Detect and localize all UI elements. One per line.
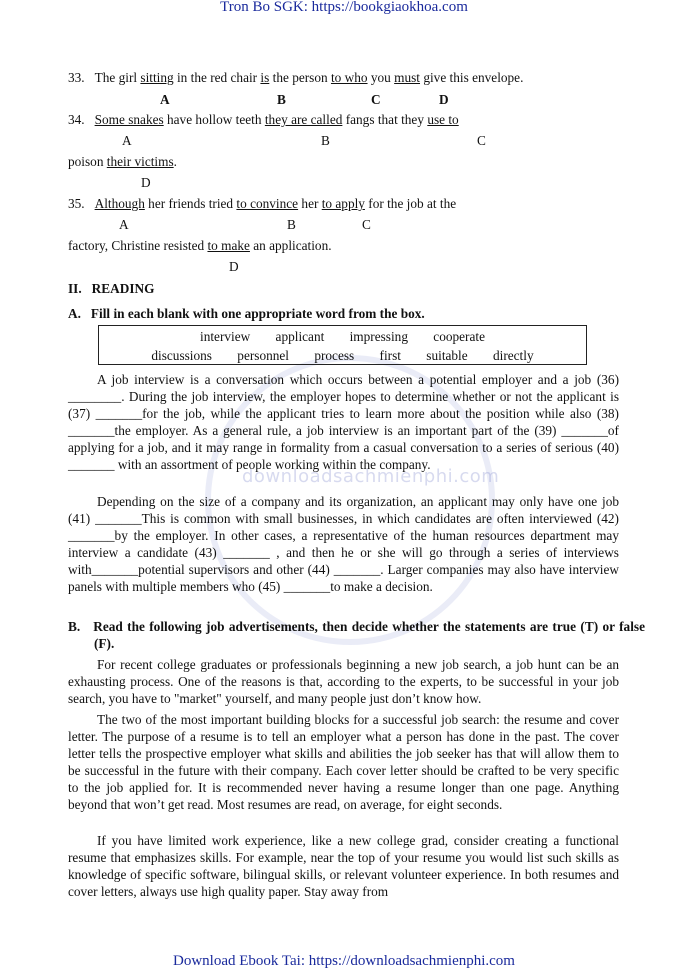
question-35: 35. Although her friends tried to convince her to apply for the job at the [68,196,457,211]
word-item: impressing [349,329,408,344]
word-item: personnel [237,348,289,363]
part-a-heading [68,305,425,322]
option-b-label: B [321,133,330,148]
passage-paragraph: A job interview is a conversation which occurs between a potential employer and a job (36) ________. During the job interview, the employer hopes to determine whether or not the applicant is (37) _______for the job, while the applicant tries to learn more about the position while also (38) _______the employer. As a general rule, a job interview is an important part of the (39) _______of applying for a job, and it may range in formality from a casual conversation to a series of serious (40) _______ with an assortment of people working within the company. [68,372,619,472]
watermark-text: downloadsachmienphi.com [242,466,500,487]
option-a-label: A [122,133,132,148]
option-b-text: they are called [264,112,343,127]
passage-paragraph: Depending on the size of a company and its organization, an applicant may only have one job (41) _______This is common with small businesses, in which candidates are often interviewed (42) _______by the employer. In other cases, a representative of the human resources department may interview a candidate (43) _______ , and then he or she will go through a series of interviews with_______potential supervisors and other (44) _______. Larger companies may also have interview panels with multiple members who (45) _______to make a decision. [68,494,619,594]
question-number: 35. [68,196,85,211]
passage-paragraph: If you have limited work experience, like a new college grad, consider creating a functional resume that emphasizes skills. For example, near the top of your resume you would list such skills as knowledge of specific software, bilingual skills, or relevant volunteer experience. In both resumes and cover letters, always use high quality paper. Stay away from [68,833,619,899]
option-d-label: D [439,92,449,107]
section-heading [68,280,154,297]
option-d-text: their victims [106,154,174,169]
part-instruction: Read the following job advertisements, then decide whether the statements are true (T) or false (F). [93,619,645,651]
word-item: suitable [426,348,468,363]
option-a-text: Some snakes [94,112,164,127]
option-c-label: C [371,92,381,107]
option-a-label: A [160,92,170,107]
word-item: discussions [151,348,212,363]
part-label: A. [68,306,81,321]
option-d-text: to make [207,238,250,253]
word-box [98,325,587,365]
option-b-text: is [260,70,270,85]
option-d-label: D [229,259,239,274]
question-35-line-2: factory, Christine resisted to make an application. [68,238,332,253]
word-item: process [314,348,355,363]
option-a-label: A [119,217,129,232]
option-c-label: C [477,133,486,148]
part-instruction: Fill in each blank with one appropriate word from the box. [90,306,425,321]
option-c-text: use to [427,112,459,127]
option-a-text: Although [94,196,145,211]
part-b-heading [68,618,645,652]
question-number: 33. [68,70,85,85]
question-34-line-2: poison their victims. [68,154,177,169]
option-a-text: sitting [140,70,174,85]
option-b-label: B [277,92,286,107]
option-d-text: must [394,70,421,85]
word-item: first [379,348,401,363]
option-c-text: to apply [321,196,365,211]
part-label: B. [68,619,81,634]
question-number: 34. [68,112,85,127]
word-box-row-1 [99,328,586,345]
section-title: READING [91,281,155,296]
word-item: directly [492,348,534,363]
option-d-label: D [141,175,151,190]
option-b-label: B [287,217,296,232]
passage-paragraph: The two of the most important building blocks for a successful job search: the resume and cover letter. The purpose of a resume is to tell an employer what a person has done in the past. The cover letter tells the prospective employer what skills and abilities the job seeker has that will allow them to be successful in the future with their company. Each cover letter should be crafted to be very specific to the job applied for. It is recommended never having a resume longer than one page. Anything beyond that won’t get read. Most resumes are read, on average, for eight seconds. [68,712,619,812]
question-34: 34. Some snakes have hollow teeth they are called fangs that they use to [68,112,459,127]
option-c-text: to who [330,70,368,85]
section-number: II. [68,281,82,296]
word-item: interview [200,329,251,344]
option-c-label: C [362,217,371,232]
page-header-link[interactable]: Tron Bo SGK: https://bookgiaokhoa.com [220,0,468,15]
option-b-text: to convince [236,196,299,211]
word-box-row-2 [99,347,586,364]
question-33: 33. The girl sitting in the red chair is the person to who you must give this envelope. [68,70,524,85]
word-item: cooperate [433,329,485,344]
page-footer-link[interactable]: Download Ebook Tai: https://downloadsachmienphi.com [173,953,515,969]
passage-paragraph: For recent college graduates or professionals beginning a new job search, a job hunt can be an exhausting process. One of the reasons is that, according to the experts, to be successful in your job search, you have to "market" yourself, and many people just don’t know how. [68,657,619,706]
word-item: applicant [275,329,325,344]
